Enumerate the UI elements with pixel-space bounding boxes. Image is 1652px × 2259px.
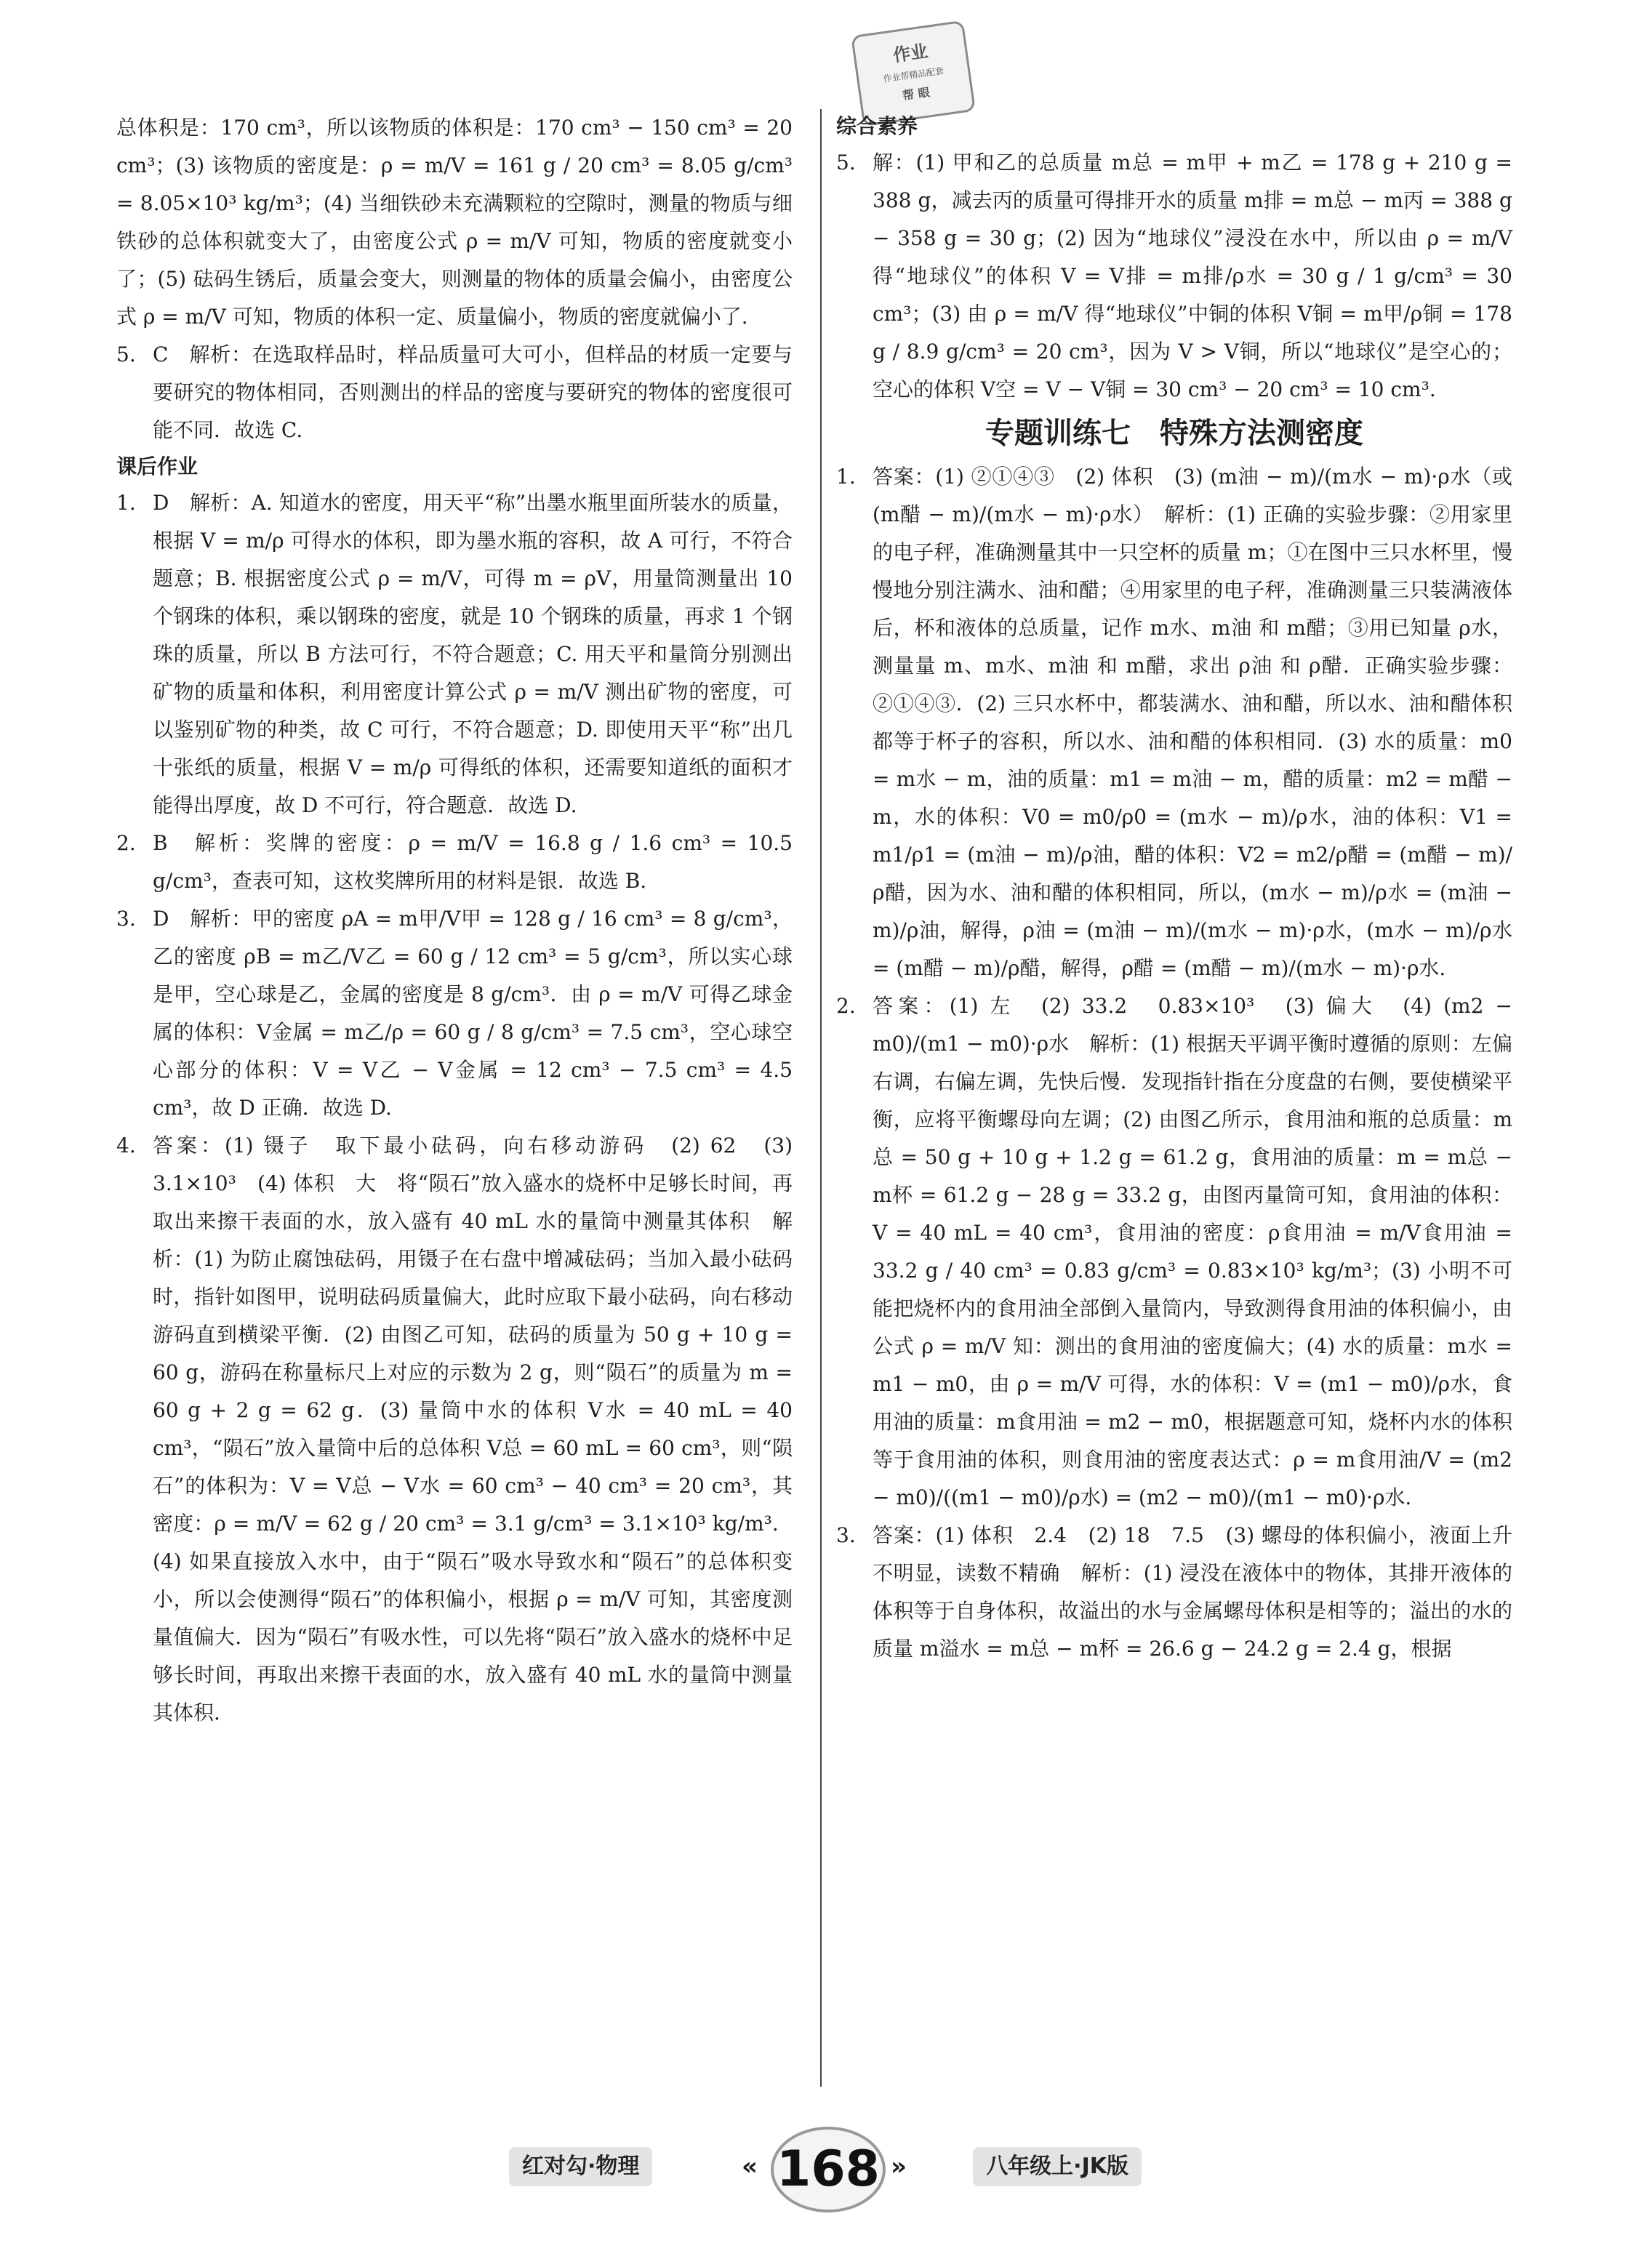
left-item-5 (116, 336, 793, 449)
homework-item-4 (116, 1127, 793, 1732)
item-number: 3. (836, 1523, 856, 1547)
homework-item-3 (116, 900, 793, 1127)
footer-book-title: 红对勾·物理 (509, 2147, 652, 2186)
intro-paragraph: 总体积是：170 cm³，所以该物质的体积是：170 cm³ − 150 cm³ = 20 cm³；(3) 该物质的密度是：ρ = m/V = 161 g / 20 cm³ = 8.05 g/cm³ = 8.05×10³ kg/m³；(4) 当细铁砂未充满颗粒的空隙时，测量的物质与细铁砂的总体积就变大了，由密度公式 ρ = m/V 可知，物质的密度就变小了；(5) 砝码生锈后，质量会变大，则测量的物体的质量会偏小，由密度公式 ρ = m/V 可知，物质的体积一定、质量偏小，物质的密度就偏小了. (116, 116, 793, 329)
item-text: B 解析：奖牌的密度：ρ = m/V = 16.8 g / 1.6 cm³ = 10.5 g/cm³，查表可知，这枚奖牌所用的材料是银．故选 B. (153, 831, 793, 893)
section-heading-homework: 课后作业 (116, 454, 199, 478)
item-text: 答案：(1) 体积 2.4 (2) 18 7.5 (3) 螺母的体积偏小，液面上升不明显，读数不精确 解析：(1) 浸没在液体中的物体，其排开液体的体积等于自身体积，故溢出的水与金属螺母体积是相等的；溢出的水的质量 m溢水 = m总 − m杯 = 26.6 g − 24.2 g = 2.4 g，根据 (873, 1523, 1512, 1661)
stamp-line1: 作业 (891, 41, 929, 66)
item-text: 答案：(1) 镊子 取下最小砝码，向右移动游码 (2) 62 (3) 3.1×10³ (4) 体积 大 将“陨石”放入盛水的烧杯中足够长时间，再取出来擦干表面的水，放入盛有 40 mL 水的量筒中测量其体积 解析：(1) 为防止腐蚀砝码，用镊子在右盘中增减砝码；当加入最小砝码时，指针如图甲，说明砝码质量偏大，此时应取下最小砝码，向右移动游码直到横梁平衡．(2) 由图乙可知，砝码的质量为 50 g + 10 g = 60 g，游码在称量标尺上对应的示数为 2 g，则“陨石”的质量为 m = 60 g + 2 g = 62 g．(3) 量筒中水的体积 V水 = 40 mL = 40 cm³，“陨石”放入量筒中后的总体积 V总 = 60 mL = 60 cm³，则“陨石”的体积为：V = V总 − V水 = 60 cm³ − 40 cm³ = 20 cm³，其密度：ρ = m/V = 62 g / 20 cm³ = 3.1 g/cm³ = 3.1×10³ kg/m³．(4) 如果直接放入水中，由于“陨石”吸水导致水和“陨石”的总体积变小，所以会使测得“陨石”的体积偏小，根据 ρ = m/V 可知，其密度测量值偏大．因为“陨石”有吸水性，可以先将“陨石”放入盛水的烧杯中足够长时间，再取出来擦干表面的水，放入盛有 40 mL 水的量筒中测量其体积. (153, 1133, 793, 1725)
item-number: 5. (116, 342, 136, 366)
page-footer (509, 2127, 1142, 2207)
topic-item-3 (836, 1517, 1512, 1668)
item-text: D 解析：A. 知道水的密度，用天平“称”出墨水瓶里面所装水的质量，根据 V = m/ρ 可得水的体积，即为墨水瓶的容积，故 A 可行，不符合题意；B. 根据密度公式 ρ = m/V，可得 m = ρV，用量筒测量出 10 个钢珠的体积，乘以钢珠的密度，就是 10 个钢珠的质量，再求 1 个钢珠的质量，所以 B 方法可行，不符合题意；C. 用天平和量筒分别测出矿物的质量和体积，利用密度计算公式 ρ = m/V 测出矿物的密度，可以鉴别矿物的种类，故 C 可行，不符合题意；D. 即使用天平“称”出几十张纸的质量，根据 V = m/ρ 可得纸的体积，还需要知道纸的面积才能得出厚度，故 D 不可行，符合题意．故选 D. (153, 491, 793, 817)
right-column (836, 109, 1512, 1668)
item-text: 答案：(1) ②①④③ (2) 体积 (3) (m油 − m)/(m水 − m)·ρ水（或 (m醋 − m)/(m水 − m)·ρ水） 解析：(1) 正确的实验步骤：②用家里的电子秤，准确测量其中一只空杯的质量 m；①在图中三只水杯里，慢慢地分别注满水、油和醋；④用家里的电子秤，准确测量三只装满液体后，杯和液体的总质量，记作 m水、m油 和 m醋；③用已知量 ρ水，测量量 m、m水、m油 和 m醋，求出 ρ油 和 ρ醋．正确实验步骤：②①④③．(2) 三只水杯中，都装满水、油和醋，所以水、油和醋体积都等于杯子的容积，所以水、油和醋的体积相同．(3) 水的质量：m0 = m水 − m，油的质量：m1 = m油 − m，醋的质量：m2 = m醋 − m，水的体积：V0 = m0/ρ0 = (m水 − m)/ρ水，油的体积：V1 = m1/ρ1 = (m油 − m)/ρ油，醋的体积：V2 = m2/ρ醋 = (m醋 − m)/ρ醋，因为水、油和醋的体积相同，所以，(m水 − m)/ρ水 = (m油 − m)/ρ油，解得，ρ油 = (m油 − m)/(m水 − m)·ρ水，(m水 − m)/ρ水 = (m醋 − m)/ρ醋，解得，ρ醋 = (m醋 − m)/(m水 − m)·ρ水. (873, 465, 1512, 980)
homework-item-1 (116, 484, 793, 824)
item-number: 2. (836, 994, 856, 1018)
item-text: 答案：(1) 左 (2) 33.2 0.83×10³ (3) 偏大 (4) (m2 − m0)/(m1 − m0)·ρ水 解析：(1) 根据天平调平衡时遵循的原则：左偏右调，右偏左调，先快后慢．发现指针指在分度盘的右侧，要使横梁平衡，应将平衡螺母向左调；(2) 由图乙所示，食用油和瓶的总质量：m总 = 50 g + 10 g + 1.2 g = 61.2 g，食用油的质量：m = m总 − m杯 = 61.2 g − 28 g = 33.2 g，由图丙量筒可知，食用油的体积：V = 40 mL = 40 cm³，食用油的密度：ρ食用油 = m/V食用油 = 33.2 g / 40 cm³ = 0.83 g/cm³ = 0.83×10³ kg/m³；(3) 小明不可能把烧杯内的食用油全部倒入量筒内，导致测得食用油的体积偏小，由公式 ρ = m/V 知：测出的食用油的密度偏大；(4) 水的质量：m水 = m1 − m0，由 ρ = m/V 可得，水的体积：V = (m1 − m0)/ρ水，食用油的质量：m食用油 = m2 − m0，根据题意可知，烧杯内水的体积等于食用油的体积，则食用油的密度表达式：ρ = m食用油/V = (m2 − m0)/((m1 − m0)/ρ水) = (m2 − m0)/(m1 − m0)·ρ水. (873, 994, 1512, 1509)
item-number: 1. (836, 465, 856, 489)
item-number: 5. (836, 151, 856, 174)
column-divider (820, 109, 822, 2087)
topic-item-1 (836, 458, 1512, 987)
footer-right-arrow: » (891, 2152, 907, 2181)
item-text: 解：(1) 甲和乙的总质量 m总 = m甲 + m乙 = 178 g + 210 g = 388 g，减去丙的质量可得排开水的质量 m排 = m总 − m丙 = 388 g − 358 g = 30 g；(2) 因为“地球仪”浸没在水中，所以由 ρ = m/V 得“地球仪”的体积 V = V排 = m排/ρ水 = 30 g / 1 g/cm³ = 30 cm³；(3) 由 ρ = m/V 得“地球仪”中铜的体积 V铜 = m甲/ρ铜 = 178 g / 8.9 g/cm³ = 20 cm³，因为 V > V铜，所以“地球仪”是空心的；空心的体积 V空 = V − V铜 = 30 cm³ − 20 cm³ = 10 cm³. (873, 151, 1512, 401)
item-number: 3. (116, 907, 136, 931)
item-number: 2. (116, 831, 136, 855)
footer-left-arrow: « (742, 2152, 758, 2181)
item-number: 1. (116, 491, 136, 515)
comprehensive-item-5 (836, 144, 1512, 409)
item-text: D 解析：甲的密度 ρA = m甲/V甲 = 128 g / 16 cm³ = 8 g/cm³，乙的密度 ρB = m乙/V乙 = 60 g / 12 cm³ = 5 g/cm³，所以实心球是甲，空心球是乙，金属的密度是 8 g/cm³．由 ρ = m/V 可得乙球金属的体积：V金属 = m乙/ρ = 60 g / 8 g/cm³ = 7.5 cm³，空心球空心部分的体积：V = V乙 − V金属 = 12 cm³ − 7.5 cm³ = 4.5 cm³，故 D 正确．故选 D. (153, 907, 793, 1120)
stamp-line2: 作业帮精品配套 (882, 65, 945, 84)
section-heading-comprehensive: 综合素养 (836, 114, 918, 138)
topic-title: 专题训练七 特殊方法测密度 (985, 417, 1363, 450)
item-text: C 解析：在选取样品时，样品质量可大可小，但样品的材质一定要与要研究的物体相同，否则测出的样品的密度与要研究的物体的密度很可能不同．故选 C. (153, 342, 793, 442)
left-column (116, 109, 793, 1732)
page-number: 168 (771, 2127, 886, 2212)
item-number: 4. (116, 1133, 136, 1157)
homework-item-2 (116, 824, 793, 900)
footer-edition: 八年级上·JK版 (973, 2147, 1142, 2186)
topic-item-2 (836, 987, 1512, 1517)
stamp-line3: 帮 眼 (902, 85, 931, 103)
